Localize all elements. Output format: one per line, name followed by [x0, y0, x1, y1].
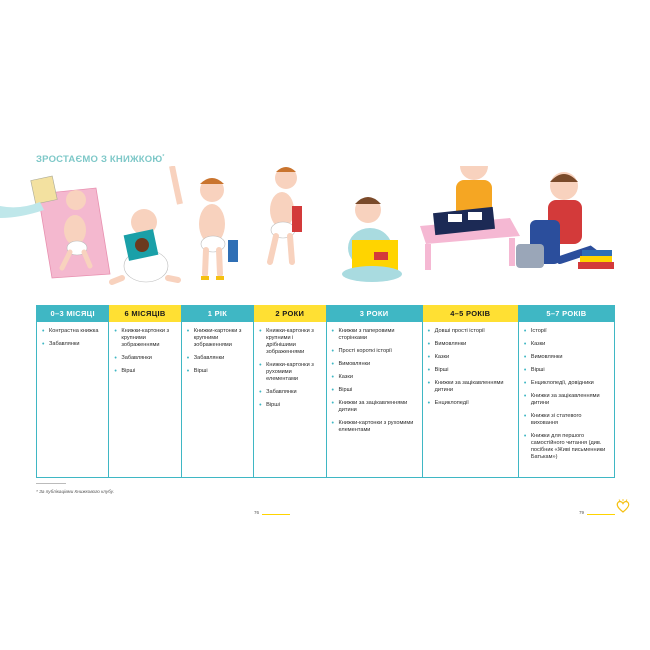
list-item: • Казки — [531, 341, 610, 348]
page-number-rule — [587, 514, 615, 515]
age-column-3-years — [327, 305, 423, 478]
walking-child-figure — [270, 167, 302, 262]
list-item: • Казки — [435, 354, 514, 361]
baby-on-blanket-figure — [0, 176, 110, 278]
sitting-baby-figure — [112, 209, 178, 282]
page-number-left: 76 — [254, 510, 260, 515]
book-list — [37, 322, 108, 348]
list-item: • Вимовлянки — [435, 341, 514, 348]
age-reading-table — [36, 305, 615, 478]
age-column-0-3-months — [37, 305, 109, 478]
age-column-2-years — [254, 305, 326, 478]
list-item: • Вірші — [266, 402, 321, 409]
child-with-backpack-figure — [516, 172, 614, 269]
book-list — [254, 322, 325, 409]
book-list — [182, 322, 253, 375]
age-column-5-7-years — [519, 305, 615, 478]
children-illustration — [0, 166, 650, 306]
list-item: • Забавлянки — [49, 341, 104, 348]
list-item: • Контрастна книжка — [49, 328, 104, 335]
spread-title: ЗРОСТАЄМО З КНИЖКОЮ* — [36, 154, 165, 166]
list-item: • Вірші — [531, 367, 610, 374]
page-number-right: 79 — [579, 510, 585, 515]
list-item: • Книжки-картонки з крупними і дрібнішими зображеннями — [266, 328, 321, 356]
list-item: • Книжки-картонки з крупними зображеннями — [194, 328, 249, 349]
book-list — [109, 322, 180, 375]
footnote: * За публікаціями Книжкового клубу. — [36, 489, 114, 494]
list-item: • Історії — [531, 328, 610, 335]
toddler-with-hand-figure — [172, 166, 238, 278]
page-number-rule — [262, 514, 290, 515]
list-item: • Книжки за зацікавленнями дитини — [531, 393, 610, 407]
list-item: • Забавлянки — [194, 355, 249, 362]
book-list — [423, 322, 518, 407]
list-item: • Книжки-картонки з рухомими елементами — [266, 362, 321, 383]
column-header: 1 РІК — [182, 305, 253, 322]
book-list — [327, 322, 422, 434]
list-item: • Вірші — [339, 387, 418, 394]
list-item: • Вірші — [121, 368, 176, 375]
heart-logo-icon — [615, 498, 631, 514]
list-item: • Прості короткі історії — [339, 348, 418, 355]
column-header: 0–3 МІСЯЦІ — [37, 305, 108, 322]
column-header: 6 МІСЯЦІВ — [109, 305, 180, 322]
column-header: 3 РОКИ — [327, 305, 422, 322]
list-item: • Книжки за зацікавленнями дитини — [339, 400, 418, 414]
list-item: • Вірші — [194, 368, 249, 375]
list-item: • Забавлянки — [266, 389, 321, 396]
list-item: • Забавлянки — [121, 355, 176, 362]
age-column-4-5-years — [423, 305, 519, 478]
list-item: • Казки — [339, 374, 418, 381]
list-item: • Вимовлянки — [531, 354, 610, 361]
list-item: • Книжки-картонки з крупними зображеннями — [121, 328, 176, 349]
list-item: • Книжки-картонки з рухомими елементами — [339, 420, 418, 434]
list-item: • Книжки зі статевого виховання — [531, 413, 610, 427]
list-item: • Вимовлянки — [339, 361, 418, 368]
list-item: • Книжки з паперовими сторінками — [339, 328, 418, 342]
column-header: 5–7 РОКІВ — [519, 305, 614, 322]
child-with-book-figure — [342, 197, 402, 282]
list-item: • Довші прості історії — [435, 328, 514, 335]
book-list — [519, 322, 614, 461]
list-item: • Енциклопедії — [435, 400, 514, 407]
age-column-1-year — [182, 305, 254, 478]
footnote-rule — [36, 483, 66, 484]
column-header: 2 РОКИ — [254, 305, 325, 322]
list-item: • Книжки для першого самостійного читання (див. посібник «Живі письменники Батькам») — [531, 433, 610, 461]
age-column-6-months — [109, 305, 181, 478]
list-item: • Вірші — [435, 367, 514, 374]
list-item: • Енциклопедії, довідники — [531, 380, 610, 387]
boy-at-table-figure — [420, 166, 520, 270]
column-header: 4–5 РОКІВ — [423, 305, 518, 322]
list-item: • Книжки за зацікавленнями дитини — [435, 380, 514, 394]
